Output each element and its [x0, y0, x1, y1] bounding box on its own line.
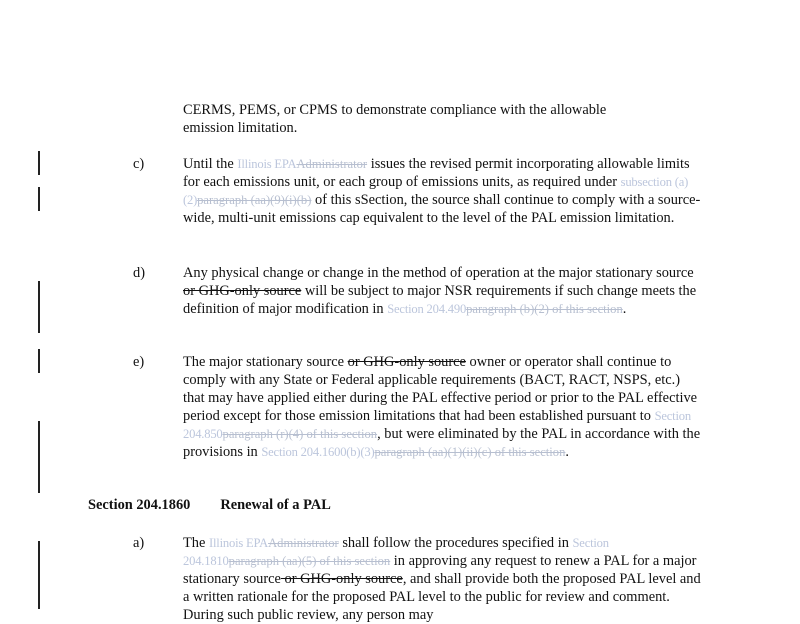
item-a-label: a)	[133, 535, 145, 551]
change-bar	[38, 151, 40, 175]
deleted-text: or GHG-only source	[183, 283, 302, 299]
deleted-text: paragraph (aa)(5) of this section	[228, 554, 391, 568]
item-d-text: Any physical change or change in the method of operation at the major stationary source or GHG-only source will be subject to major NSR requirements if such change meets the definition of major modification in Section 204.490paragraph (b)(2) of this section.	[183, 265, 697, 317]
inserted-text: subsection (a)(2)	[183, 175, 689, 207]
intro-line-1: CERMS, PEMS, or CPMS to demonstrate compliance with the allowable	[183, 102, 607, 118]
intro-line-2: emission limitation.	[183, 120, 298, 136]
section-title: Renewal of a PAL	[220, 497, 331, 513]
change-bar	[38, 421, 40, 493]
inserted-text: Illinois EPA	[237, 157, 297, 171]
item-a-text: The Illinois EPAAdministrator shall follow the procedures specified in Section 204.1810paragraph (aa)(5) of this section in approving any request to renew a PAL for a major stationary source or GHG-only source, and shall provide both the proposed PAL level and a written rationale for the proposed PAL level to the public for review and comment. During such public review, any person may	[183, 535, 701, 623]
change-bar	[38, 349, 40, 373]
inserted-text: Section 204.490	[387, 302, 467, 316]
change-bar	[38, 541, 40, 609]
change-bar	[38, 187, 40, 211]
section-number: Section 204.1860	[88, 497, 191, 513]
deleted-text: Administrator	[296, 157, 368, 171]
deleted-text: or GHG-only source	[347, 354, 466, 370]
intro-paragraph	[183, 101, 705, 137]
deleted-text: Administrator	[268, 536, 339, 550]
item-d-label: d)	[133, 265, 145, 281]
deleted-text: paragraph (aa)(1)(ii)(c) of this section	[374, 445, 566, 459]
item-e-label: e)	[133, 354, 145, 370]
section-heading	[88, 496, 331, 514]
deleted-text: paragraph (aa)(9)(i)(b)	[197, 193, 312, 207]
deleted-text: paragraph (r)(4) of this section	[222, 427, 378, 441]
item-e-text: The major stationary source or GHG-only source owner or operator shall continue to comply with any State or Federal applicable requirements (BACT, RACT, NSPS, etc.) that may have applied either during the PAL effective period or prior to the PAL effective period except for those emission limitations that had been established pursuant to Section 204.850paragraph (r)(4) of this section, but were eliminated by the PAL in accordance with the provisions in Section 204.1600(b)(3)paragraph (aa)(1)(ii)(c) of this section.	[183, 354, 701, 460]
inserted-text: Section 204.1600(b)(3)	[261, 445, 375, 459]
deleted-text: paragraph (b)(2) of this section	[466, 302, 623, 316]
inserted-text: Section 204.850	[183, 409, 691, 441]
deleted-text: or GHG-only source	[280, 571, 403, 587]
change-bar	[38, 281, 40, 333]
inserted-text: Illinois EPA	[208, 536, 269, 550]
inserted-text: Section 204.1810	[183, 536, 609, 568]
item-c-label: c)	[133, 156, 145, 172]
item-c-text: Until the Illinois EPAAdministrator issues the revised permit incorporating allowable limits for each emissions unit, or each group of emissions units, as required under subsection (a)(2)paragraph (aa)(9)(i)(b) of this sSection, the source shall continue to comply with a source-wide, multi-unit emissions cap equivalent to the level of the PAL emission limitation.	[183, 156, 701, 226]
